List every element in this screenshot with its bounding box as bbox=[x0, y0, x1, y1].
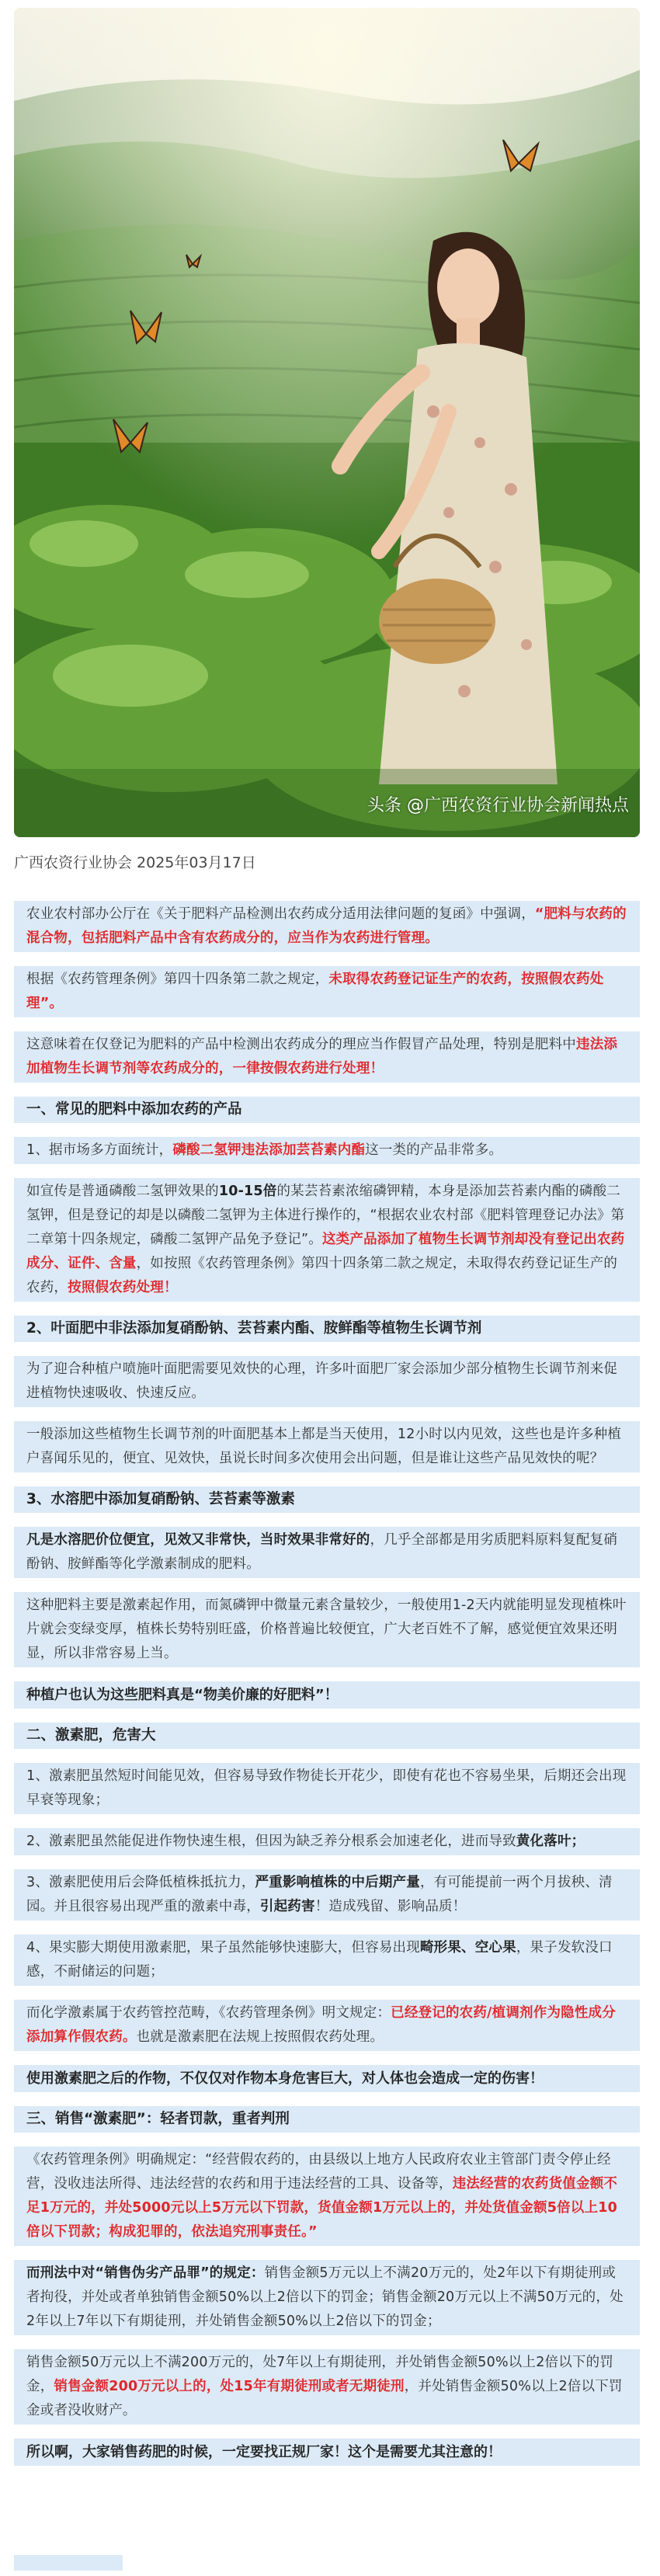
text-run: 2、激素肥虽然能促进作物快速生根，但因为缺乏养分根系会加速老化，进而导致 bbox=[26, 1834, 516, 1849]
article-body bbox=[14, 901, 640, 2480]
text-run: 销售金额5万元以上不满20万元的，处2年以下有期徒刑或者拘役，并处或者单独销售金额50%以上2倍以下的罚金；销售金额20万元以上不满50万元的，处2年以上7年以下有期徒刑，并处销售金额50%以上2倍以下的罚金； bbox=[26, 2265, 624, 2329]
text-run: 种植户也认为这些肥料真是“物美价廉的好肥料”！ bbox=[26, 1687, 339, 1703]
hero-image bbox=[14, 8, 640, 837]
highlighted-text: 磷酸二氢钾违法添加芸苔素内酯 bbox=[172, 1142, 366, 1158]
highlighted-text: 按照假农药处理！ bbox=[68, 1280, 178, 1295]
article-paragraph bbox=[14, 1178, 640, 1302]
text-run: ！造成残留、影响品质！ bbox=[314, 1899, 467, 1914]
article-paragraph bbox=[14, 2147, 640, 2246]
article-paragraph bbox=[14, 901, 640, 952]
section-heading bbox=[14, 1723, 640, 1749]
text-run: 3、激素肥使用后会降低植株抵抗力， bbox=[26, 1875, 255, 1890]
highlighted-text: 已经登记的农药/植调剂作为隐性成分添加算作假农药。 bbox=[26, 2005, 616, 2045]
highlighted-text: 这类产品添加了植物生长调节剂却没有登记出农药成分、证件、含量 bbox=[26, 1232, 625, 1271]
text-run: ，果子发软没口感，不耐储运的问题； bbox=[26, 1940, 613, 1980]
text-run: 1、激素肥虽然短时间能见效，但容易导致作物徒长开花少，即使有花也不容易坐果，后期还会出现早衰等现象； bbox=[26, 1768, 627, 1808]
article-paragraph bbox=[14, 2000, 640, 2051]
article-byline: 广西农资行业协会 2025年03月17日 bbox=[14, 854, 256, 871]
highlighted-text: “肥料与农药的混合物，包括肥料产品中含有农药成分的，应当作为农药进行管理。 bbox=[26, 906, 627, 946]
text-run: 销售金额50万元以上不满200万元的，处7年以上有期徒刑，并处销售金额50%以上2倍以下的罚金， bbox=[26, 2355, 614, 2394]
text-run: 二、激素肥，危害大 bbox=[26, 1727, 156, 1743]
article-paragraph bbox=[14, 1421, 640, 1472]
article-paragraph bbox=[14, 1031, 640, 1083]
text-run: 一、常见的肥料中添加农药的产品 bbox=[26, 1101, 242, 1118]
section-heading bbox=[14, 1097, 640, 1123]
text-run: 这意味着在仅登记为肥料的产品中检测出农药成分的理应当作假冒产品处理，特别是肥料中 bbox=[26, 1037, 576, 1052]
section-heading bbox=[14, 2106, 640, 2133]
highlighted-text: 违法经营的农药货值金额不足1万元的，并处5000元以上5万元以下罚款，货值金额1万元以上的，并处货值金额5倍以上10倍以下罚款；构成犯罪的，依法追究刑事责任。” bbox=[26, 2176, 618, 2240]
text-run: 4、果实膨大期使用激素肥，果子虽然能够快速膨大，但容易出现 bbox=[26, 1940, 420, 1955]
text-run: ，如按照《农药管理条例》第四十四条第二款之规定，未取得农药登记证生产的农药， bbox=[26, 1256, 618, 1295]
text-run: 使用激素肥之后的作物，不仅仅对作物本身危害巨大，对人体也会造成一定的伤害！ bbox=[26, 2070, 544, 2087]
text-run: 1、据市场多方面统计， bbox=[26, 1142, 173, 1158]
text-run: 所以啊，大家销售药肥的时候，一定要找正规厂家！这个是需要尤其注意的！ bbox=[26, 2444, 502, 2460]
text-run: 农业农村部办公厅在《关于肥料产品检测出农药成分适用法律问题的复函》中强调， bbox=[26, 906, 535, 922]
text-run: 这种肥料主要是激素起作用，而氮磷钾中微量元素含量较少，一般使用1-2天内就能明显发现植株叶片就会变绿变厚，植株长势特别旺盛，价格普遍比较便宜，广大老百姓不了解，感觉便宜效果还明显，所以非常容易上当。 bbox=[26, 1597, 627, 1661]
tea-garden-illustration bbox=[14, 8, 640, 837]
text-run: 畸形果、空心果 bbox=[419, 1940, 516, 1955]
article-paragraph bbox=[14, 1356, 640, 1407]
text-run: 《农药管理条例》明确规定：“经营假农药的，由县级以上地方人民政府农业主管部门责令停止经营，没收违法所得、违法经营的农药和用于违法经营的工具、设备等， bbox=[26, 2152, 611, 2192]
article-paragraph bbox=[14, 966, 640, 1017]
text-run: 黄化落叶； bbox=[516, 1834, 585, 1849]
text-run: 而刑法中对“销售伪劣产品罪”的规定： bbox=[26, 2265, 265, 2281]
article-paragraph bbox=[14, 1935, 640, 1986]
text-run: 三、销售“激素肥”：轻者罚款，重者判刑 bbox=[26, 2111, 290, 2127]
article-paragraph bbox=[14, 1137, 640, 1164]
text-run: 凡是水溶肥价位便宜，见效又非常快，当时效果非常好的 bbox=[26, 1532, 370, 1548]
section-heading bbox=[14, 1486, 640, 1513]
text-run: 为了迎合种植户喷施叶面肥需要见效快的心理，许多叶面肥厂家会添加少部分植物生长调节剂来促进植物快速吸收、快速反应。 bbox=[26, 1361, 618, 1401]
article-paragraph bbox=[14, 1592, 640, 1667]
text-run: 根据《农药管理条例》第四十四条第二款之规定， bbox=[26, 972, 329, 987]
bottom-highlight-bar bbox=[14, 2555, 123, 2571]
article-paragraph bbox=[14, 1828, 640, 1855]
highlighted-text: 违法添加植物生长调节剂等农药成分的，一律按假农药进行处理！ bbox=[26, 1037, 618, 1076]
text-run: 2、叶面肥中非法添加复硝酚钠、芸苔素内酯、胺鲜酯等植物生长调节剂 bbox=[26, 1320, 482, 1337]
text-run: 引起药害 bbox=[259, 1899, 315, 1914]
article-paragraph bbox=[14, 1869, 640, 1921]
text-run: ，几乎全部都是用劣质肥料原料复配复硝酚钠、胺鲜酯等化学激素制成的肥料。 bbox=[26, 1532, 618, 1572]
text-run: 严重影响植株的中后期产量 bbox=[255, 1875, 420, 1890]
highlighted-text: 销售金额200万元以上的，处15年有期徒刑或者无期徒刑 bbox=[54, 2379, 405, 2394]
article-paragraph bbox=[14, 2065, 640, 2092]
text-run: 10-15倍 bbox=[218, 1184, 277, 1199]
article-paragraph bbox=[14, 2439, 640, 2466]
article-paragraph bbox=[14, 2260, 640, 2335]
text-run: 一般添加这些植物生长调节剂的叶面肥基本上都是当天使用，12小时以内见效，这些也是许多种植户喜闻乐见的，便宜、见效快，虽说长时间多次使用会出问题，但是谁让这些产品见效快的呢？ bbox=[26, 1427, 622, 1466]
image-watermark: 头条 @广西农资行业协会新闻热点 bbox=[367, 796, 629, 815]
text-run: 的某芸苔素浓缩磷钾精，本身是添加芸苔素内酯的磷酸二氢钾，但是登记的却是以磷酸二氢钾为主体进行操作的，“根据农业农村部《肥料管理登记办法》第二章第十四条规定，磷酸二氢钾产品免予登记”。 bbox=[26, 1184, 625, 1247]
text-run: 3、水溶肥中添加复硝酚钠、芸苔素等激素 bbox=[26, 1491, 295, 1507]
article-paragraph bbox=[14, 2349, 640, 2425]
text-run: 也就是激素肥在法规上按照假农药处理。 bbox=[136, 2029, 384, 2045]
article-paragraph bbox=[14, 1763, 640, 1814]
text-run: ，并处销售金额50%以上2倍以下罚金或者没收财产。 bbox=[26, 2379, 623, 2418]
section-heading bbox=[14, 1316, 640, 1342]
text-run: 而化学激素属于农药管控范畴，《农药管理条例》明文规定： bbox=[26, 2005, 391, 2021]
highlighted-text: 未取得农药登记证生产的农药，按照假农药处理”。 bbox=[26, 972, 604, 1011]
article-paragraph bbox=[14, 1681, 640, 1709]
text-run: ，有可能提前一两个月拔秧、清园。并且很容易出现严重的激素中毒， bbox=[26, 1875, 613, 1914]
text-run: 如宣传是普通磷酸二氢钾效果的 bbox=[26, 1184, 219, 1199]
article-paragraph bbox=[14, 1527, 640, 1578]
text-run: 这一类的产品非常多。 bbox=[365, 1142, 503, 1158]
